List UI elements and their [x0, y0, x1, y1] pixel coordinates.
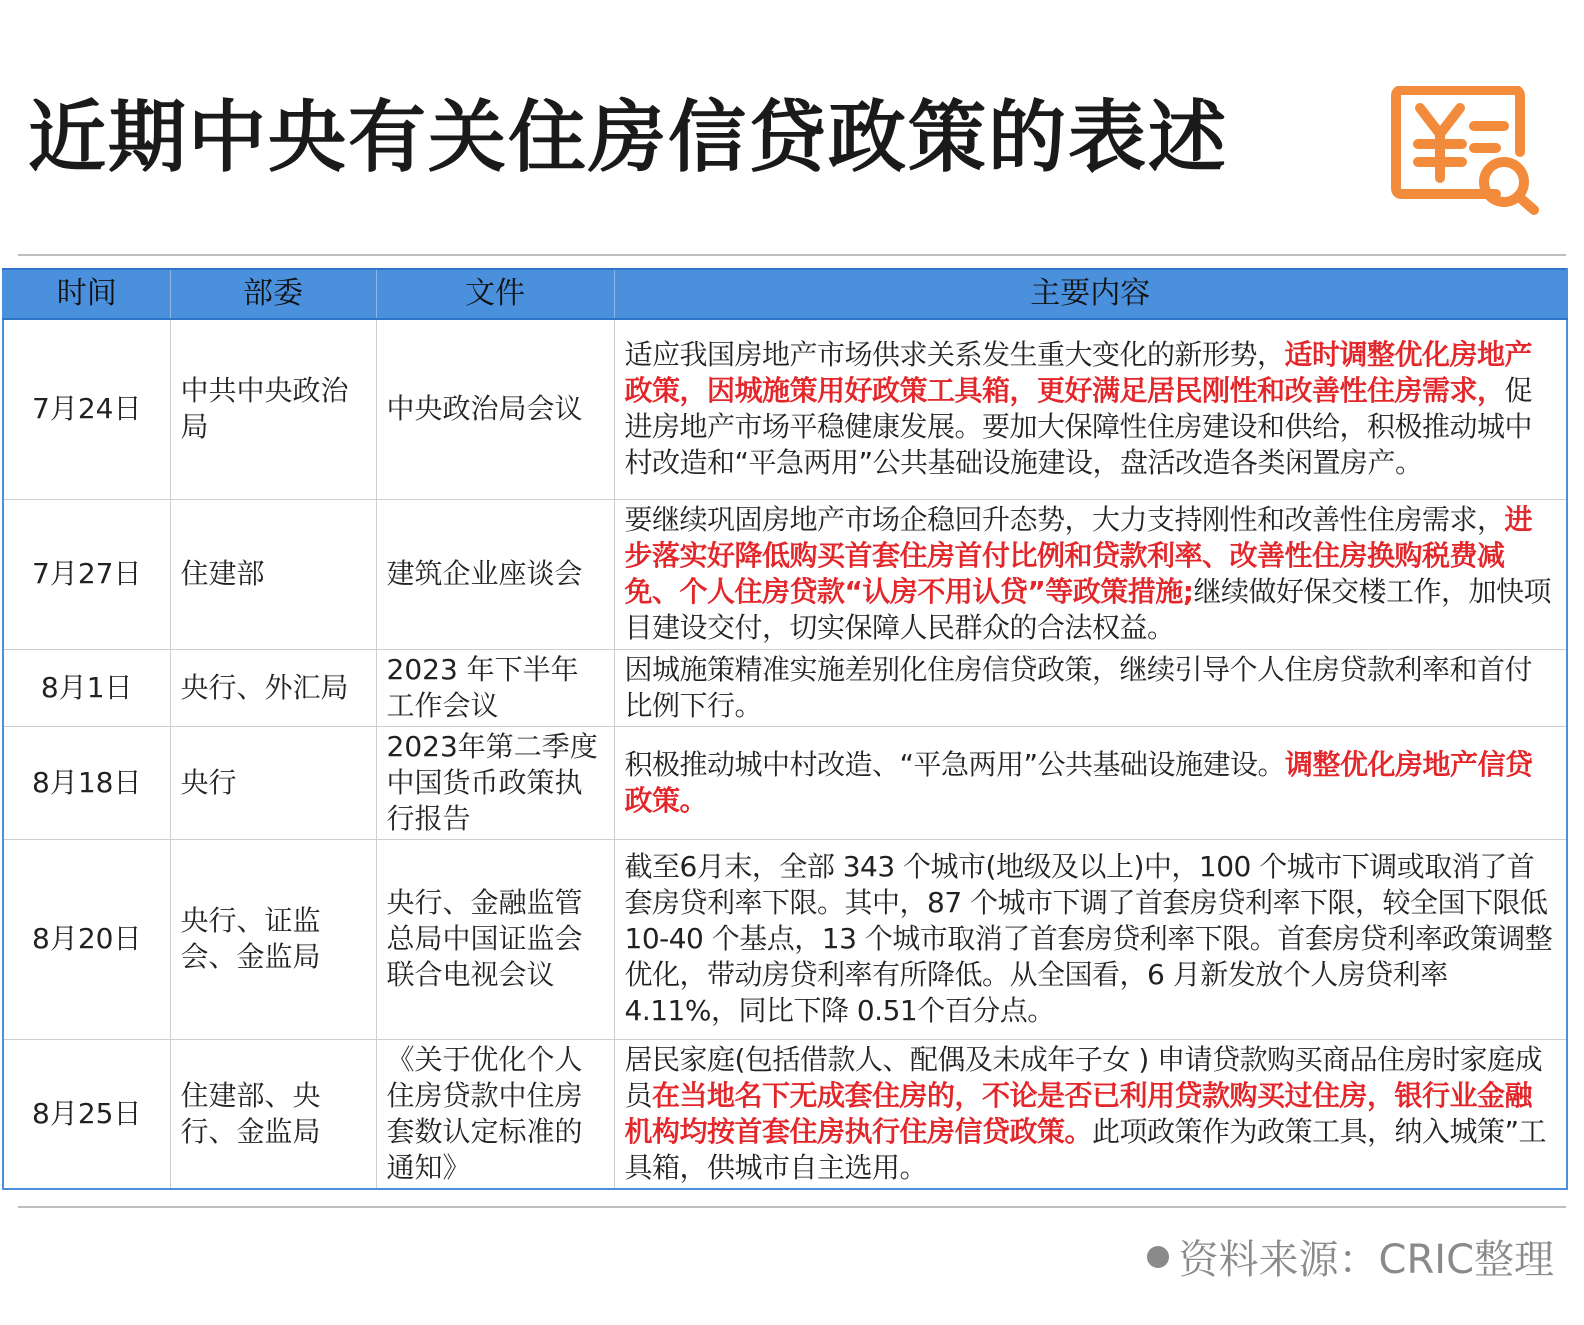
bullet-dot-icon	[1147, 1246, 1169, 1268]
content-text: 继续做好保交楼工作，加快项目建设交付，切实保障人民群众的合法权益。	[624, 575, 1552, 644]
header-content: 主要内容	[614, 269, 1567, 319]
highlighted-text: 适时调整优化房地产政策，因城施策用好政策工具箱，更好满足居民刚性和改善性住房需求，	[624, 338, 1533, 408]
cell-content	[614, 499, 1567, 649]
cell-department: 住建部	[170, 499, 376, 649]
table-row	[3, 726, 1567, 839]
cell-content	[614, 1039, 1567, 1189]
policy-table	[2, 268, 1568, 1190]
cell-department: 央行、证监会、金监局	[170, 839, 376, 1039]
cell-date: 8月18日	[3, 726, 170, 839]
table-row	[3, 499, 1567, 649]
content-text: 因城施策精准实施差别化住房信贷政策，继续引导个人住房贷款利率和首付比例下行。	[624, 652, 1533, 722]
source-note	[1147, 1228, 1554, 1285]
cell-document: 中央政治局会议	[376, 319, 614, 499]
cell-department: 央行、外汇局	[170, 649, 376, 726]
table-row	[3, 319, 1567, 499]
content-text: 积极推动城中村改造、“平急两用”公共基础设施建设。	[624, 747, 1286, 781]
table-row	[3, 839, 1567, 1039]
cell-department: 中共中央政治局	[170, 319, 376, 499]
highlighted-text: 在当地名下无成套住房的，不论是否已利用贷款购买过住房，银行业金融机构均按首套住房执行住房信贷政策。	[624, 1078, 1533, 1148]
yuan-document-search-icon	[1388, 86, 1548, 216]
bottom-divider	[18, 1206, 1566, 1208]
cell-content	[614, 726, 1567, 839]
cell-document: 2023年第二季度中国货币政策执行报告	[376, 726, 614, 839]
header-department: 部委	[170, 269, 376, 319]
content-text: 要继续巩固房地产市场企稳回升态势，大力支持刚性和改善性住房需求，	[624, 503, 1505, 536]
cell-date: 7月24日	[3, 319, 170, 499]
cell-content	[614, 319, 1567, 499]
top-divider	[18, 254, 1566, 256]
content-text: 此项政策作为政策工具，纳入城策”工具箱，供城市自主选用。	[624, 1114, 1547, 1184]
header-time: 时间	[3, 269, 170, 319]
highlighted-text: 调整优化房地产信贷政策。	[624, 747, 1533, 817]
cell-department: 央行	[170, 726, 376, 839]
content-text: 截至6月末，全部 343 个城市(地级及以上)中，100 个城市下调或取消了首套房贷利率下限。其中，87 个城市下调了首套房贷利率下限，较全国下限低10-40 个基点，13 个城市取消了首套房贷利率下限。首套房贷利率政策调整优化，带动房贷利率有所降低。从全国看，6 月新发放个人房贷利率4.11%，同比下降 0.51个百分点。	[624, 850, 1553, 1027]
header-document: 文件	[376, 269, 614, 319]
table-header-row	[3, 269, 1567, 319]
cell-document: 央行、金融监管总局中国证监会联合电视会议	[376, 839, 614, 1039]
cell-content	[614, 839, 1567, 1039]
content-text: 促进房地产市场平稳健康发展。要加大保障性住房建设和供给，积极推动城中村改造和“平急两用”公共基础设施建设，盘活改造各类闲置房产。	[624, 374, 1533, 480]
cell-document: 《关于优化个人住房贷款中住房套数认定标准的通知》	[376, 1039, 614, 1189]
cell-document: 2023 年下半年工作会议	[376, 649, 614, 726]
table-row	[3, 649, 1567, 726]
cell-department: 住建部、央行、金监局	[170, 1039, 376, 1189]
cell-date: 8月1日	[3, 649, 170, 726]
source-text: 资料来源：CRIC整理	[1178, 1237, 1554, 1283]
cell-date: 8月20日	[3, 839, 170, 1039]
table-row	[3, 1039, 1567, 1189]
highlighted-text: 进步落实好降低购买首套住房首付比例和贷款利率、改善性住房换购税费减免、个人住房贷款“认房不用认贷”等政策措施;	[624, 503, 1533, 608]
cell-content	[614, 649, 1567, 726]
cell-date: 8月25日	[3, 1039, 170, 1189]
cell-document: 建筑企业座谈会	[376, 499, 614, 649]
content-text: 居民家庭(包括借款人、配偶及未成年子女 ) 申请贷款购买商品住房时家庭成员	[624, 1042, 1543, 1112]
cell-date: 7月27日	[3, 499, 170, 649]
content-text: 适应我国房地产市场供求关系发生重大变化的新形势，	[624, 338, 1285, 372]
page-title: 近期中央有关住房信贷政策的表述	[28, 93, 1229, 183]
